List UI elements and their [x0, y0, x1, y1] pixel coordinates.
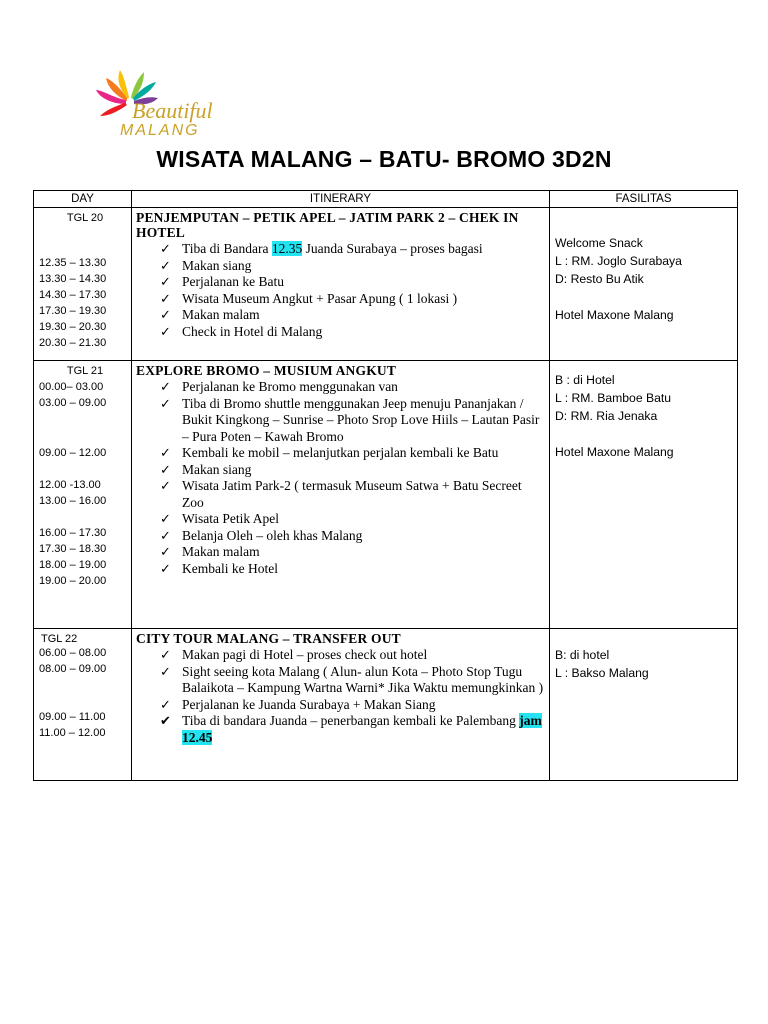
time-slot: 00.00– 03.00	[39, 381, 104, 393]
highlighted-time: jam 12.45	[182, 713, 542, 745]
fasilitas-item: Hotel Maxone Malang	[555, 308, 674, 322]
list-item: ✓ Wisata Petik Apel	[160, 511, 279, 526]
checkmark-icon: ✓	[160, 647, 171, 662]
fasilitas-cell	[550, 361, 738, 629]
list-item: ✓ Makan malam	[160, 307, 260, 322]
checkmark-icon: ✓	[160, 307, 171, 322]
list-item: ✓ Perjalanan ke Juanda Surabaya + Makan Siang	[160, 696, 436, 712]
activity-list	[136, 379, 545, 577]
time-slot: 13.00 – 16.00	[39, 495, 107, 507]
checkmark-icon: ✓	[160, 560, 171, 576]
time-slot: 20.30 – 21.30	[39, 337, 107, 349]
itinerary-cell	[132, 629, 550, 781]
list-item: ✓ Makan pagi di Hotel – proses check out hotel	[160, 647, 428, 662]
time-slot: 09.00 – 11.00	[39, 711, 106, 723]
checkmark-icon: ✓	[160, 395, 171, 411]
header-day: DAY	[34, 191, 132, 208]
list-item: ✓ Makan malam	[160, 544, 260, 559]
checkmark-icon: ✓	[160, 290, 171, 306]
time-slot: 06.00 – 08.00	[39, 647, 107, 659]
checkmark-icon: ✓	[160, 323, 171, 339]
section-title: PENJEMPUTAN – PETIK APEL – JATIM PARK 2 – CHEK IN HOTEL	[136, 210, 519, 240]
checkmark-icon: ✓	[160, 379, 171, 394]
time-slot: 14.30 – 17.30	[39, 289, 107, 301]
list-item: ✓ Tiba di Bromo shuttle menggunakan Jeep menuju Pananjakan / Bukit Kingkong – Sunrise – Photo Srop Love Hiils – Lautan Pasir – Pura Poten – Kawah Bromo	[160, 395, 540, 444]
time-slot: 03.00 – 09.00	[39, 397, 107, 409]
logo-word-beautiful: Beautiful	[132, 98, 213, 123]
time-slot: 19.30 – 20.30	[39, 321, 107, 333]
list-item: ✓ Sight seeing kota Malang ( Alun- alun Kota – Photo Stop Tugu Balaikota – Kampung Wartna Warni* Jika Waktu memungkinkan )	[160, 663, 544, 695]
header-fasilitas: FASILITAS	[550, 191, 738, 208]
time-slot: 19.00 – 20.00	[39, 575, 107, 587]
time-slot: 13.30 – 14.30	[39, 273, 107, 285]
time-slot: 18.00 – 19.00	[39, 559, 107, 571]
checkmark-icon: ✔	[160, 713, 171, 728]
list-item: ✓ Makan siang	[160, 461, 252, 477]
checkmark-icon: ✓	[160, 445, 171, 460]
time-slot: 11.00 – 12.00	[39, 727, 106, 739]
list-item: ✓ Tiba di Bandara 12.35 Juanda Surabaya – proses bagasi	[160, 241, 483, 256]
checkmark-icon: ✓	[160, 274, 171, 289]
fasilitas-item: D: RM. Ria Jenaka	[555, 409, 658, 423]
checkmark-icon: ✓	[160, 663, 171, 679]
list-item: ✓ Perjalanan ke Bromo menggunakan van	[160, 379, 398, 394]
fasilitas-item: L : Bakso Malang	[555, 666, 649, 680]
header-itinerary: ITINERARY	[132, 191, 550, 208]
time-slot: 17.30 – 19.30	[39, 305, 107, 317]
day-cell	[34, 361, 132, 629]
day-cell	[34, 208, 132, 361]
logo-word-malang: MALANG	[120, 122, 200, 139]
time-slot: 09.00 – 12.00	[39, 447, 107, 459]
time-slot: 17.30 – 18.30	[39, 543, 107, 555]
table-header-row	[34, 191, 738, 208]
fasilitas-item: L : RM. Bamboe Batu	[555, 391, 672, 405]
list-item: ✓ Kembali ke mobil – melanjutkan perjalan kembali ke Batu	[160, 445, 499, 460]
checkmark-icon: ✓	[160, 478, 171, 493]
list-item: ✓ Kembali ke Hotel	[160, 560, 278, 576]
section-title: EXPLORE BROMO – MUSIUM ANGKUT	[136, 363, 397, 378]
fasilitas-item: Welcome Snack	[555, 236, 643, 250]
checkmark-icon: ✓	[160, 241, 171, 256]
list-item: ✓ Wisata Jatim Park-2 ( termasuk Museum Satwa + Batu Secreet Zoo	[160, 478, 522, 510]
activity-list	[136, 647, 545, 746]
fasilitas-item: B : di Hotel	[555, 373, 615, 387]
fasilitas-item: L : RM. Joglo Surabaya	[555, 254, 682, 268]
fasilitas-item: Hotel Maxone Malang	[555, 445, 674, 459]
day-label: TGL 22	[41, 633, 78, 645]
page-title: WISATA MALANG – BATU- BROMO 3D2N	[156, 146, 612, 172]
checkmark-icon: ✓	[160, 511, 171, 526]
fasilitas-cell	[550, 208, 738, 361]
highlighted-time: 12.35	[271, 241, 303, 256]
checkmark-icon: ✓	[160, 257, 171, 273]
list-item: ✓ Wisata Museum Angkut + Pasar Apung ( 1 lokasi )	[160, 290, 458, 306]
list-item: ✔ Tiba di bandara Juanda – penerbangan kembali ke Palembang jam 12.45	[160, 713, 542, 745]
day-label: TGL 21	[66, 365, 104, 377]
time-slot: 16.00 – 17.30	[39, 527, 107, 539]
list-item: ✓ Makan siang	[160, 257, 252, 273]
itinerary-cell	[132, 208, 550, 361]
list-item: ✓ Perjalanan ke Batu	[160, 274, 284, 289]
beautiful-malang-logo	[90, 68, 230, 140]
table-row	[34, 361, 738, 629]
checkmark-icon: ✓	[160, 461, 171, 477]
day-cell	[34, 629, 132, 781]
fasilitas-item: D: Resto Bu Atik	[555, 272, 644, 286]
list-item: ✓ Check in Hotel di Malang	[160, 323, 323, 339]
time-slot: 12.35 – 13.30	[39, 257, 107, 269]
itinerary-cell	[132, 361, 550, 629]
table-row	[34, 629, 738, 781]
fasilitas-cell	[550, 629, 738, 781]
itinerary-table	[33, 190, 738, 781]
section-title: CITY TOUR MALANG – TRANSFER OUT	[136, 631, 401, 646]
checkmark-icon: ✓	[160, 696, 171, 712]
checkmark-icon: ✓	[160, 527, 171, 543]
fasilitas-item: B: di hotel	[555, 648, 610, 662]
table-row	[34, 208, 738, 361]
time-slot: 08.00 – 09.00	[39, 663, 107, 675]
day-label: TGL 20	[66, 212, 104, 224]
time-slot: 12.00 -13.00	[39, 479, 101, 491]
checkmark-icon: ✓	[160, 544, 171, 559]
list-item: ✓ Belanja Oleh – oleh khas Malang	[160, 527, 363, 543]
activity-list	[136, 241, 545, 340]
